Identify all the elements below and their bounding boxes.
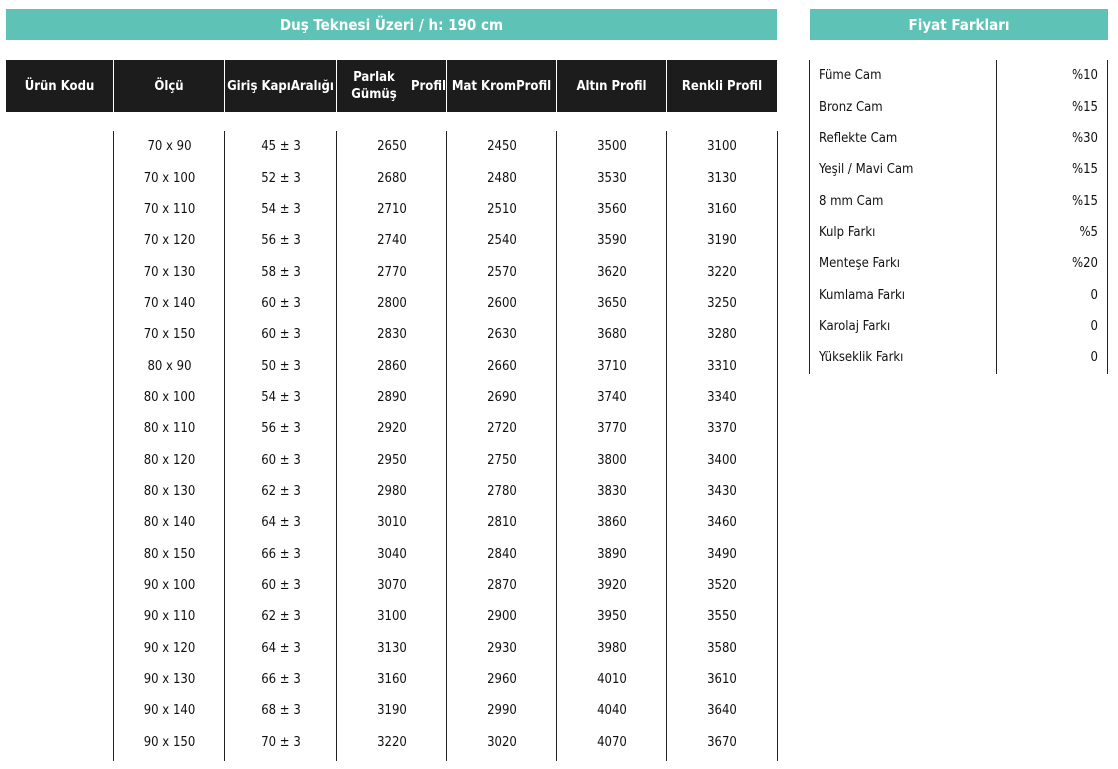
- cell-shiny-silver: 2740: [377, 233, 407, 249]
- table-row: [6, 633, 777, 664]
- cell-door-gap: 50 ± 3: [261, 358, 301, 374]
- price-difference-row: [810, 279, 1108, 310]
- cell-size: 80 x 110: [143, 421, 196, 437]
- cell-matte-chrome: 2750: [487, 452, 517, 468]
- price-difference-value: %15: [1072, 162, 1098, 178]
- cell-gold: 3650: [597, 295, 627, 311]
- cell-size: 70 x 120: [143, 233, 196, 249]
- table-row: [6, 382, 777, 413]
- cell-gold: 3950: [597, 609, 627, 625]
- cell-matte-chrome: 2840: [487, 546, 517, 562]
- cell-product-code: [6, 444, 114, 475]
- cell-shiny-silver: 2890: [377, 389, 407, 405]
- cell-gold: 3500: [597, 139, 627, 155]
- cell-shiny-silver: 3160: [377, 672, 407, 688]
- cell-product-code: [6, 695, 114, 726]
- cell-door-gap: 70 ± 3: [261, 734, 301, 750]
- price-difference-label: Yükseklik Farkı: [819, 350, 904, 366]
- price-difference-value: %15: [1072, 99, 1098, 115]
- cell-colored: 3580: [707, 640, 737, 656]
- cell-product-code: [6, 664, 114, 695]
- price-difference-value: %30: [1072, 130, 1098, 146]
- cell-colored: 3460: [707, 515, 737, 531]
- cell-matte-chrome: 2630: [487, 327, 517, 343]
- table-row: [6, 476, 777, 507]
- cell-size: 90 x 120: [143, 640, 196, 656]
- cell-shiny-silver: 2980: [377, 483, 407, 499]
- table-row: [6, 413, 777, 444]
- cell-shiny-silver: 2950: [377, 452, 407, 468]
- cell-matte-chrome: 2450: [487, 139, 517, 155]
- cell-door-gap: 64 ± 3: [261, 640, 301, 656]
- header-matte-chrome: [447, 60, 557, 112]
- cell-size: 70 x 140: [143, 295, 196, 311]
- cell-gold: 3590: [597, 233, 627, 249]
- price-difference-label: Yeşil / Mavi Cam: [819, 162, 914, 178]
- cell-shiny-silver: 2770: [377, 264, 407, 280]
- table-row: [6, 570, 777, 601]
- header-gold: [557, 60, 667, 112]
- cell-door-gap: 54 ± 3: [261, 201, 301, 217]
- cell-door-gap: 56 ± 3: [261, 233, 301, 249]
- table-row: [6, 288, 777, 319]
- table-row: [6, 538, 777, 569]
- cell-size: 90 x 110: [143, 609, 196, 625]
- header-text: Parlak Gümüş: [351, 70, 397, 102]
- table-row: [6, 225, 777, 256]
- price-difference-label: Füme Cam: [819, 68, 882, 84]
- cell-product-code: [6, 476, 114, 507]
- price-difference-label: Karolaj Farkı: [819, 318, 891, 334]
- price-differences-list: [810, 60, 1108, 373]
- price-difference-row: [810, 342, 1108, 373]
- price-difference-row: [810, 217, 1108, 248]
- cell-matte-chrome: 2600: [487, 295, 517, 311]
- price-difference-row: [810, 60, 1108, 91]
- column-divider: [777, 131, 778, 761]
- price-difference-label: 8 mm Cam: [819, 193, 884, 209]
- header-door-gap: [225, 60, 337, 112]
- table-row: [6, 695, 777, 726]
- cell-product-code: [6, 288, 114, 319]
- cell-door-gap: 68 ± 3: [261, 703, 301, 719]
- cell-gold: 3620: [597, 264, 627, 280]
- cell-door-gap: 56 ± 3: [261, 421, 301, 437]
- price-difference-value: 0: [1090, 318, 1098, 334]
- cell-shiny-silver: 2860: [377, 358, 407, 374]
- cell-colored: 3550: [707, 609, 737, 625]
- cell-gold: 3860: [597, 515, 627, 531]
- cell-shiny-silver: 3130: [377, 640, 407, 656]
- cell-matte-chrome: 2510: [487, 201, 517, 217]
- cell-size: 90 x 100: [143, 577, 196, 593]
- cell-door-gap: 60 ± 3: [261, 327, 301, 343]
- header-shiny-silver: [337, 60, 447, 112]
- price-difference-row: [810, 91, 1108, 122]
- cell-door-gap: 60 ± 3: [261, 295, 301, 311]
- cell-product-code: [6, 162, 114, 193]
- cell-product-code: [6, 633, 114, 664]
- table-row: [6, 131, 777, 162]
- price-difference-label: Bronz Cam: [819, 99, 883, 115]
- price-difference-row: [810, 185, 1108, 216]
- cell-product-code: [6, 319, 114, 350]
- cell-shiny-silver: 2800: [377, 295, 407, 311]
- cell-colored: 3490: [707, 546, 737, 562]
- cell-product-code: [6, 225, 114, 256]
- cell-matte-chrome: 3020: [487, 734, 517, 750]
- table-row: [6, 319, 777, 350]
- cell-shiny-silver: 3220: [377, 734, 407, 750]
- price-difference-value: 0: [1090, 287, 1098, 303]
- cell-colored: 3280: [707, 327, 737, 343]
- cell-gold: 3830: [597, 483, 627, 499]
- cell-colored: 3130: [707, 170, 737, 186]
- table-row: [6, 444, 777, 475]
- price-difference-label: Reflekte Cam: [819, 130, 898, 146]
- cell-matte-chrome: 2690: [487, 389, 517, 405]
- cell-size: 80 x 120: [143, 452, 196, 468]
- price-table-body: [6, 131, 777, 758]
- cell-size: 80 x 140: [143, 515, 196, 531]
- cell-product-code: [6, 256, 114, 287]
- cell-gold: 3770: [597, 421, 627, 437]
- cell-matte-chrome: 2540: [487, 233, 517, 249]
- price-difference-value: %15: [1072, 193, 1098, 209]
- cell-shiny-silver: 3100: [377, 609, 407, 625]
- cell-matte-chrome: 2930: [487, 640, 517, 656]
- cell-product-code: [6, 601, 114, 632]
- cell-size: 90 x 140: [143, 703, 196, 719]
- cell-size: 80 x 130: [143, 483, 196, 499]
- cell-size: 70 x 130: [143, 264, 196, 280]
- cell-matte-chrome: 2720: [487, 421, 517, 437]
- header-text: Aralığı: [290, 78, 334, 94]
- price-difference-value: %5: [1079, 224, 1098, 240]
- cell-shiny-silver: 2830: [377, 327, 407, 343]
- cell-product-code: [6, 131, 114, 162]
- cell-door-gap: 58 ± 3: [261, 264, 301, 280]
- cell-colored: 3340: [707, 389, 737, 405]
- cell-size: 70 x 110: [143, 201, 196, 217]
- price-difference-row: [810, 154, 1108, 185]
- cell-product-code: [6, 570, 114, 601]
- cell-shiny-silver: 2710: [377, 201, 407, 217]
- cell-matte-chrome: 2660: [487, 358, 517, 374]
- cell-product-code: [6, 350, 114, 381]
- cell-size: 80 x 90: [147, 358, 192, 374]
- table-row: [6, 507, 777, 538]
- cell-size: 70 x 90: [147, 139, 192, 155]
- cell-colored: 3640: [707, 703, 737, 719]
- cell-gold: 3680: [597, 327, 627, 343]
- price-differences-title: Fiyat Farkları: [810, 9, 1108, 40]
- cell-size: 90 x 150: [143, 734, 196, 750]
- cell-door-gap: 64 ± 3: [261, 515, 301, 531]
- price-difference-value: 0: [1090, 350, 1098, 366]
- price-difference-label: Kumlama Farkı: [819, 287, 906, 303]
- cell-gold: 3710: [597, 358, 627, 374]
- cell-matte-chrome: 2570: [487, 264, 517, 280]
- table-row: [6, 601, 777, 632]
- cell-door-gap: 66 ± 3: [261, 672, 301, 688]
- cell-colored: 3520: [707, 577, 737, 593]
- header-size: [114, 60, 225, 112]
- cell-colored: 3190: [707, 233, 737, 249]
- cell-colored: 3610: [707, 672, 737, 688]
- cell-door-gap: 62 ± 3: [261, 609, 301, 625]
- cell-door-gap: 54 ± 3: [261, 389, 301, 405]
- table-row: [6, 162, 777, 193]
- cell-shiny-silver: 2680: [377, 170, 407, 186]
- cell-colored: 3160: [707, 201, 737, 217]
- cell-colored: 3430: [707, 483, 737, 499]
- price-difference-row: [810, 248, 1108, 279]
- cell-gold: 3980: [597, 640, 627, 656]
- cell-product-code: [6, 538, 114, 569]
- cell-matte-chrome: 2780: [487, 483, 517, 499]
- price-difference-label: Menteşe Farkı: [819, 256, 901, 272]
- cell-matte-chrome: 2900: [487, 609, 517, 625]
- cell-product-code: [6, 727, 114, 758]
- cell-door-gap: 60 ± 3: [261, 577, 301, 593]
- header-text: Profil: [516, 78, 552, 94]
- cell-matte-chrome: 2480: [487, 170, 517, 186]
- header-colored: [667, 60, 777, 112]
- cell-gold: 3920: [597, 577, 627, 593]
- cell-shiny-silver: 3070: [377, 577, 407, 593]
- cell-door-gap: 60 ± 3: [261, 452, 301, 468]
- price-difference-value: %20: [1072, 256, 1098, 272]
- cell-product-code: [6, 382, 114, 413]
- cell-gold: 4070: [597, 734, 627, 750]
- cell-gold: 3530: [597, 170, 627, 186]
- table-row: [6, 350, 777, 381]
- header-text: Renkli Profil: [681, 78, 763, 94]
- cell-colored: 3370: [707, 421, 737, 437]
- cell-colored: 3310: [707, 358, 737, 374]
- header-text: Mat Krom: [451, 78, 517, 94]
- cell-product-code: [6, 194, 114, 225]
- cell-colored: 3100: [707, 139, 737, 155]
- cell-size: 70 x 150: [143, 327, 196, 343]
- price-difference-label: Kulp Farkı: [819, 224, 876, 240]
- cell-door-gap: 66 ± 3: [261, 546, 301, 562]
- cell-colored: 3670: [707, 734, 737, 750]
- cell-shiny-silver: 2920: [377, 421, 407, 437]
- header-text: Altın Profil: [576, 78, 647, 94]
- price-difference-row: [810, 311, 1108, 342]
- cell-gold: 3890: [597, 546, 627, 562]
- cell-product-code: [6, 507, 114, 538]
- header-text: Ölçü: [154, 78, 184, 94]
- cell-shiny-silver: 3040: [377, 546, 407, 562]
- table-row: [6, 727, 777, 758]
- cell-gold: 3800: [597, 452, 627, 468]
- cell-size: 90 x 130: [143, 672, 196, 688]
- cell-colored: 3250: [707, 295, 737, 311]
- cell-door-gap: 62 ± 3: [261, 483, 301, 499]
- cell-gold: 4010: [597, 672, 627, 688]
- table-row: [6, 256, 777, 287]
- cell-colored: 3400: [707, 452, 737, 468]
- cell-gold: 3740: [597, 389, 627, 405]
- cell-size: 80 x 150: [143, 546, 196, 562]
- cell-door-gap: 45 ± 3: [261, 139, 301, 155]
- cell-gold: 3560: [597, 201, 627, 217]
- price-difference-value: %10: [1072, 68, 1098, 84]
- table-title: Duş Teknesi Üzeri / h: 190 cm: [6, 9, 777, 40]
- table-row: [6, 664, 777, 695]
- header-text: Profil: [410, 78, 446, 94]
- cell-gold: 4040: [597, 703, 627, 719]
- price-difference-row: [810, 123, 1108, 154]
- table-header: [6, 60, 777, 112]
- cell-colored: 3220: [707, 264, 737, 280]
- cell-shiny-silver: 3010: [377, 515, 407, 531]
- table-row: [6, 194, 777, 225]
- cell-matte-chrome: 2990: [487, 703, 517, 719]
- cell-matte-chrome: 2960: [487, 672, 517, 688]
- cell-shiny-silver: 3190: [377, 703, 407, 719]
- cell-size: 80 x 100: [143, 389, 196, 405]
- cell-product-code: [6, 413, 114, 444]
- cell-shiny-silver: 2650: [377, 139, 407, 155]
- cell-matte-chrome: 2810: [487, 515, 517, 531]
- cell-size: 70 x 100: [143, 170, 196, 186]
- cell-matte-chrome: 2870: [487, 577, 517, 593]
- header-text: Giriş Kapı: [227, 78, 291, 94]
- header-text: Ürün Kodu: [24, 78, 95, 94]
- cell-door-gap: 52 ± 3: [261, 170, 301, 186]
- header-product-code: [6, 60, 114, 112]
